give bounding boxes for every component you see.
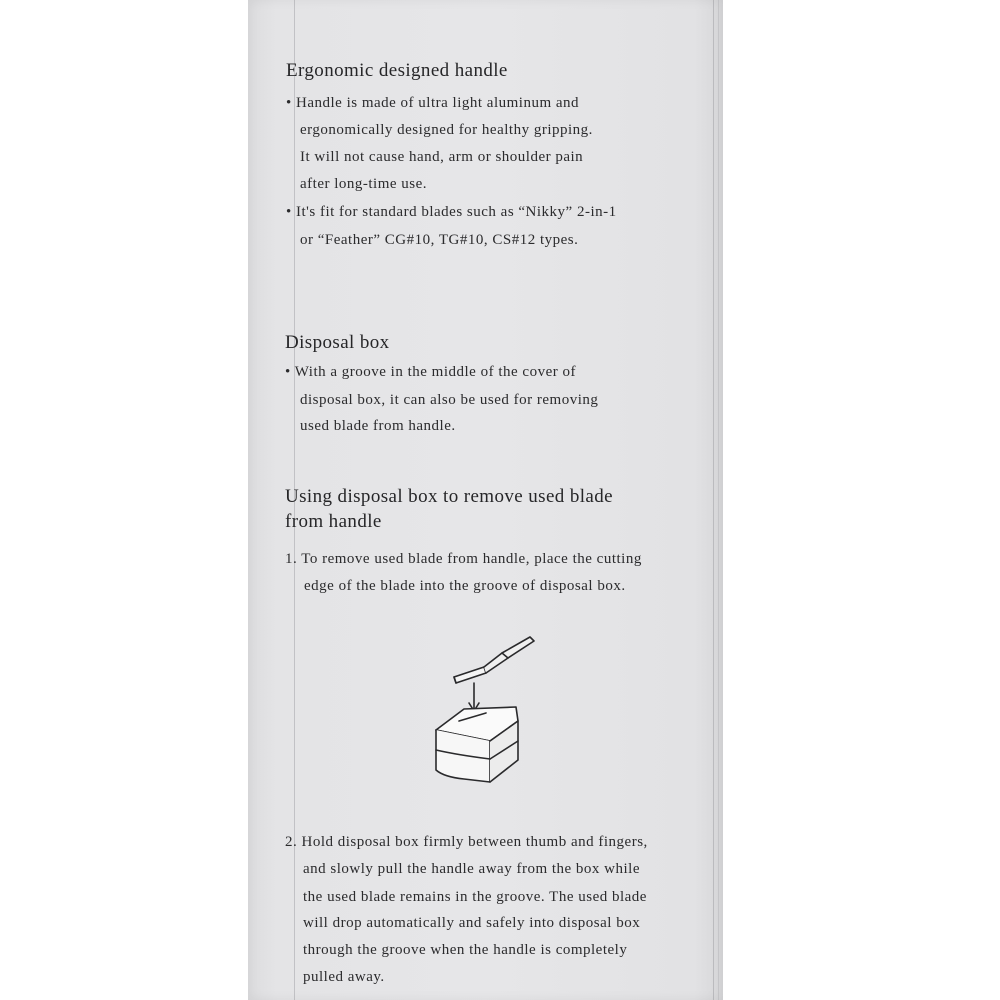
handle-bullet1-line4: after long-time use. [300, 176, 428, 192]
box-bullet1-line2: disposal box, it can also be used for removing [300, 392, 599, 408]
step1-line2: edge of the blade into the groove of disposal box. [304, 578, 626, 594]
handle-bullet2-line2: or “Feather” CG#10, TG#10, CS#12 types. [300, 232, 579, 248]
heading-disposal-box: Disposal box [285, 332, 390, 353]
step2-line6: pulled away. [303, 969, 385, 985]
heading-remove-blade-line1: Using disposal box to remove used blade [285, 486, 613, 507]
step2-line1: 2. Hold disposal box firmly between thumb and fingers, [285, 834, 648, 850]
handle-bullet1-line1: • Handle is made of ultra light aluminum and [286, 95, 580, 111]
step2-line2: and slowly pull the handle away from the box while [303, 861, 641, 877]
step2-line3: the used blade remains in the groove. The used blade [303, 889, 647, 905]
step2-line4: will drop automatically and safely into disposal box [303, 915, 641, 931]
handle-bullet2-line1: • It's fit for standard blades such as “Nikky” 2-in-1 [286, 204, 617, 220]
fold-line-right [713, 0, 714, 1000]
heading-remove-blade-line2: from handle [285, 511, 382, 532]
step1-line1: 1. To remove used blade from handle, place the cutting [285, 551, 642, 567]
box-bullet1-line1: • With a groove in the middle of the cover of [285, 364, 576, 380]
step2-line5: through the groove when the handle is completely [303, 942, 628, 958]
handle-bullet1-line2: ergonomically designed for healthy gripping. [300, 122, 593, 138]
blade-removal-illustration-icon [424, 625, 554, 800]
fold-line-right-outer [718, 0, 719, 1000]
box-bullet1-line3: used blade from handle. [300, 418, 456, 434]
handle-bullet1-line3: It will not cause hand, arm or shoulder pain [300, 149, 584, 165]
heading-ergonomic-handle: Ergonomic designed handle [286, 60, 508, 81]
